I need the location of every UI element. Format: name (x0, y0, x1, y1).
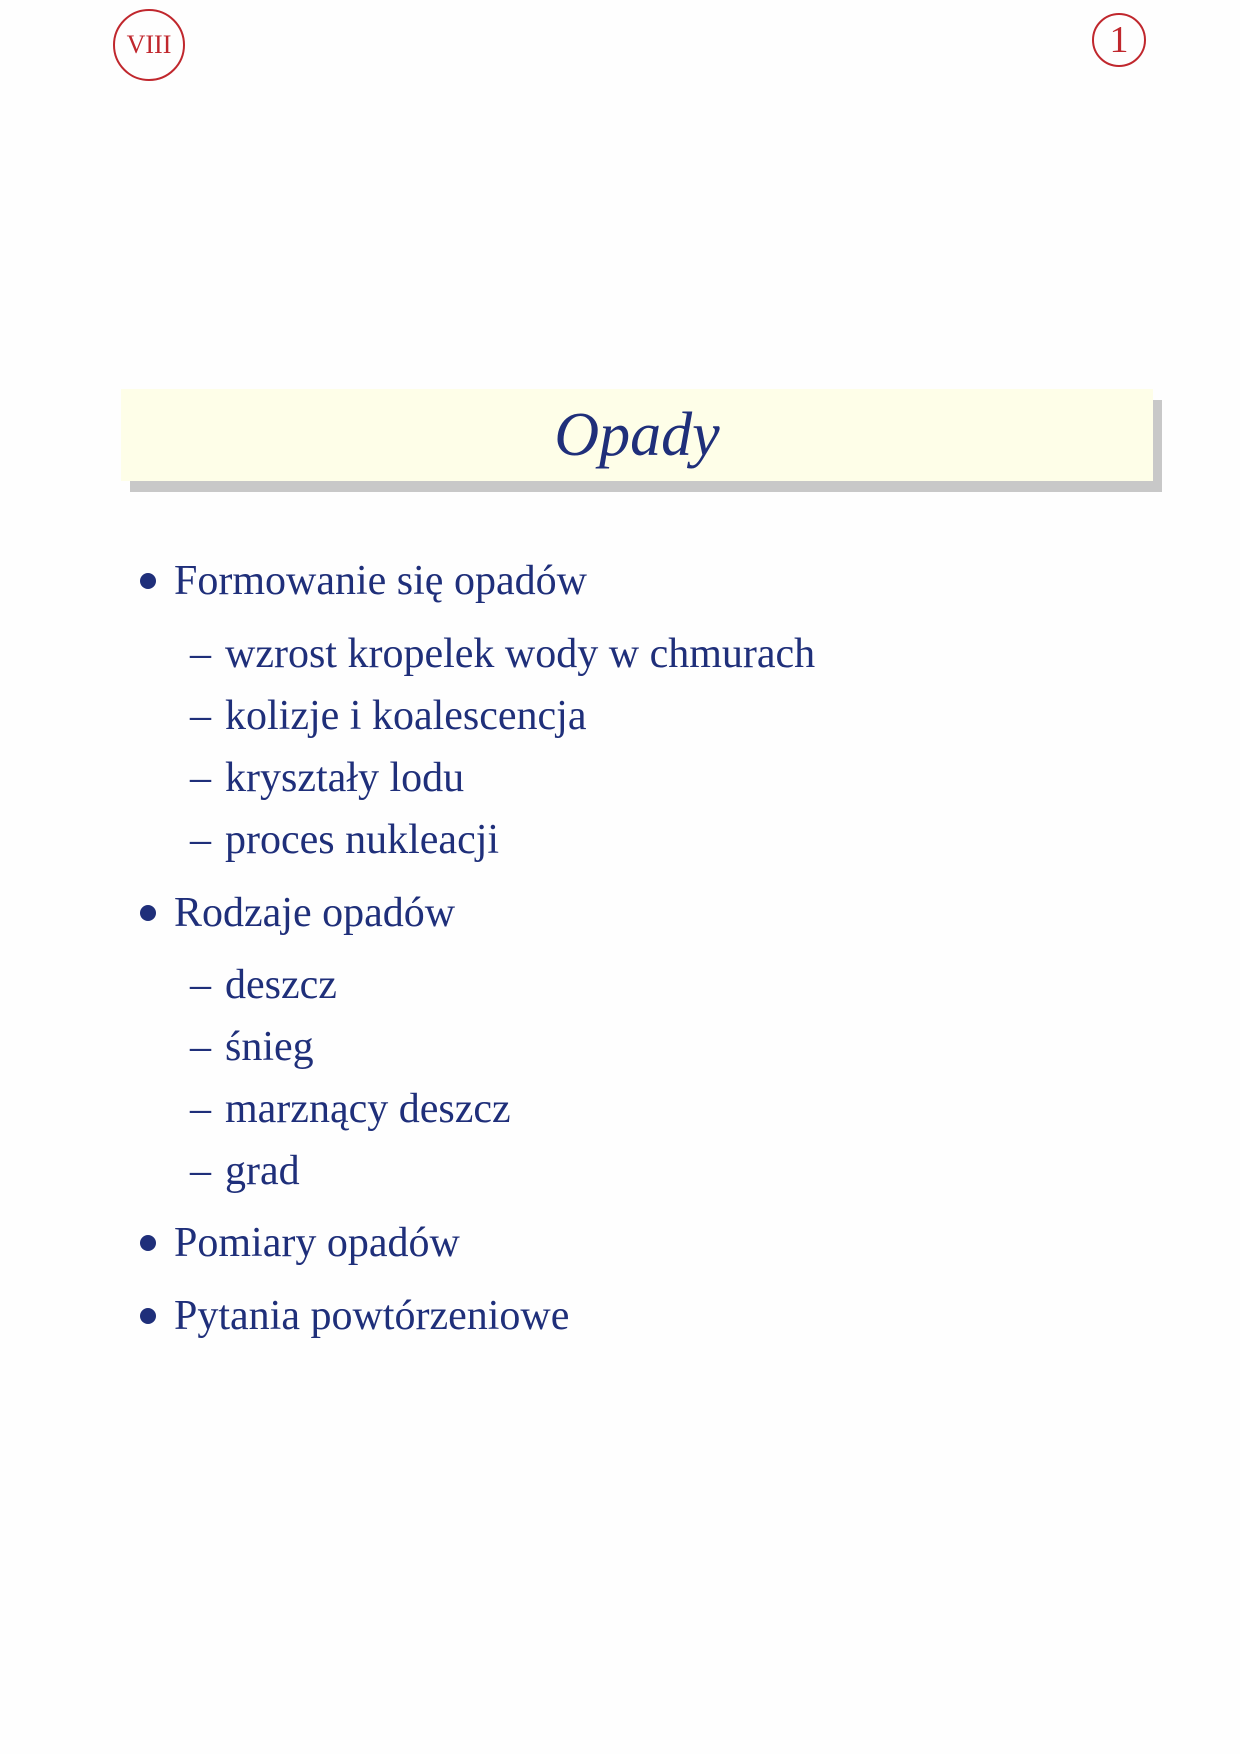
sub-item-label: wzrost kropelek wody w chmurach (225, 631, 816, 677)
sub-item-label: kryształy lodu (225, 755, 465, 801)
sub-item (190, 757, 464, 799)
title-box (121, 389, 1153, 481)
sub-item (190, 1026, 314, 1068)
bullet-item (140, 1295, 569, 1337)
bullet-icon (140, 1308, 156, 1324)
bullet-label: Formowanie się opadów (174, 558, 587, 604)
bullet-item (140, 892, 455, 934)
bullet-label: Pomiary opadów (174, 1220, 460, 1266)
dash-icon: – (190, 817, 211, 863)
dash-icon: – (190, 1148, 211, 1194)
bullet-icon (140, 1235, 156, 1251)
dash-icon: – (190, 631, 211, 677)
sub-item (190, 633, 815, 675)
dash-icon: – (190, 1024, 211, 1070)
bullet-icon (140, 905, 156, 921)
page-number: 1 (1109, 19, 1129, 61)
bullet-item (140, 560, 587, 602)
bullet-item (140, 1222, 460, 1264)
bullet-icon (140, 573, 156, 589)
sub-item-label: marznący deszcz (225, 1086, 511, 1132)
bullet-label: Rodzaje opadów (174, 890, 456, 936)
sub-item-label: śnieg (225, 1024, 314, 1070)
sub-item-label: kolizje i koalescencja (225, 693, 587, 739)
dash-icon: – (190, 962, 211, 1008)
section-badge (113, 9, 185, 81)
bullet-label: Pytania powtórzeniowe (174, 1293, 570, 1339)
slide-title: Opady (554, 400, 720, 469)
dash-icon: – (190, 1086, 211, 1132)
sub-item (190, 1150, 300, 1192)
sub-item (190, 695, 587, 737)
sub-item-label: grad (225, 1148, 300, 1194)
page-badge (1092, 13, 1146, 67)
sub-item-label: deszcz (225, 962, 337, 1008)
dash-icon: – (190, 693, 211, 739)
section-number: VIII (126, 30, 172, 59)
sub-item (190, 819, 499, 861)
sub-item (190, 964, 337, 1006)
sub-item-label: proces nukleacji (225, 817, 500, 863)
sub-item (190, 1088, 511, 1130)
dash-icon: – (190, 755, 211, 801)
